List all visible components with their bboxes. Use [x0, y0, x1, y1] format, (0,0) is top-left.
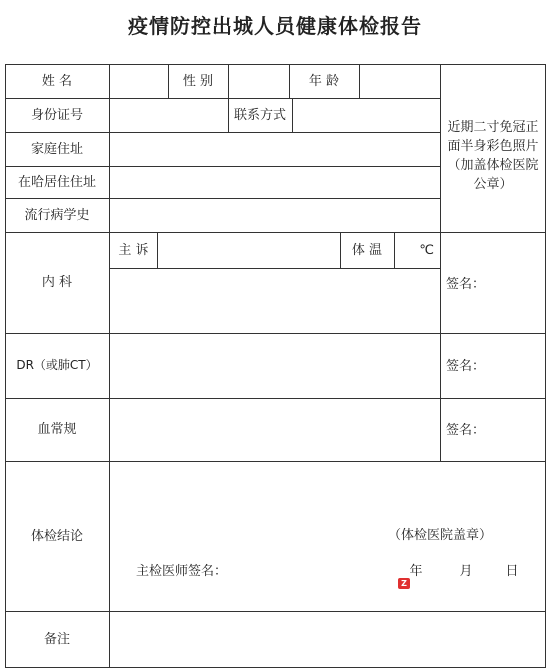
- contact-field[interactable]: [293, 98, 440, 132]
- temperature-unit: ℃: [419, 242, 434, 258]
- home-address-label: 家庭住址: [30, 141, 83, 157]
- name-label: 姓 名: [41, 73, 73, 89]
- gender-label: 性 别: [182, 73, 214, 89]
- id-number-field[interactable]: [110, 98, 228, 132]
- harbin-address-label: 在哈居住住址: [17, 174, 96, 190]
- id-number-label: 身份证号: [30, 107, 83, 123]
- date-month: 月: [459, 563, 473, 579]
- blood-routine-label: 血常规: [37, 422, 77, 437]
- conclusion-label: 体检结论: [30, 528, 83, 544]
- complaint-field[interactable]: [158, 232, 340, 268]
- complaint-label: 主 诉: [118, 242, 149, 258]
- table-border-bottom: [5, 667, 546, 668]
- photo-placeholder: 近期二寸免冠正面半身彩色照片（加盖体检医院公章）: [447, 120, 539, 192]
- epidemiology-field[interactable]: [110, 198, 440, 232]
- age-field[interactable]: [360, 64, 440, 98]
- gender-field[interactable]: [229, 64, 289, 98]
- remarks-field[interactable]: [110, 611, 545, 667]
- remarks-label: 备注: [43, 631, 70, 647]
- date-day: 日: [505, 563, 519, 579]
- table-border-right: [545, 64, 546, 668]
- blood-routine-field[interactable]: [110, 398, 440, 461]
- name-field[interactable]: [110, 64, 168, 98]
- chief-doctor-signature-label: 主检医师签名：: [136, 563, 228, 579]
- epidemiology-label: 流行病学史: [24, 207, 90, 223]
- contact-label: 联系方式: [233, 107, 286, 123]
- age-label: 年 龄: [308, 73, 340, 89]
- blood-signature-label: 签名：: [446, 422, 486, 438]
- temperature-label: 体 温: [351, 242, 383, 258]
- dr-signature-label: 签名：: [446, 358, 486, 374]
- dr-label: DR（或肺CT）: [16, 358, 98, 372]
- internal-medicine-label: 内 科: [41, 275, 73, 290]
- red-badge-icon: Z: [398, 578, 410, 589]
- page-title: 疫情防控出城人员健康体检报告: [128, 14, 422, 38]
- dr-field[interactable]: [110, 333, 440, 398]
- home-address-field[interactable]: [110, 132, 440, 166]
- internal-medicine-field[interactable]: [110, 269, 440, 333]
- date-year: 年: [409, 563, 423, 579]
- internal-signature-label: 签名：: [446, 276, 486, 292]
- table-line: [440, 64, 441, 462]
- hospital-seal-text: （体检医院盖章）: [387, 527, 492, 543]
- harbin-address-field[interactable]: [110, 166, 440, 198]
